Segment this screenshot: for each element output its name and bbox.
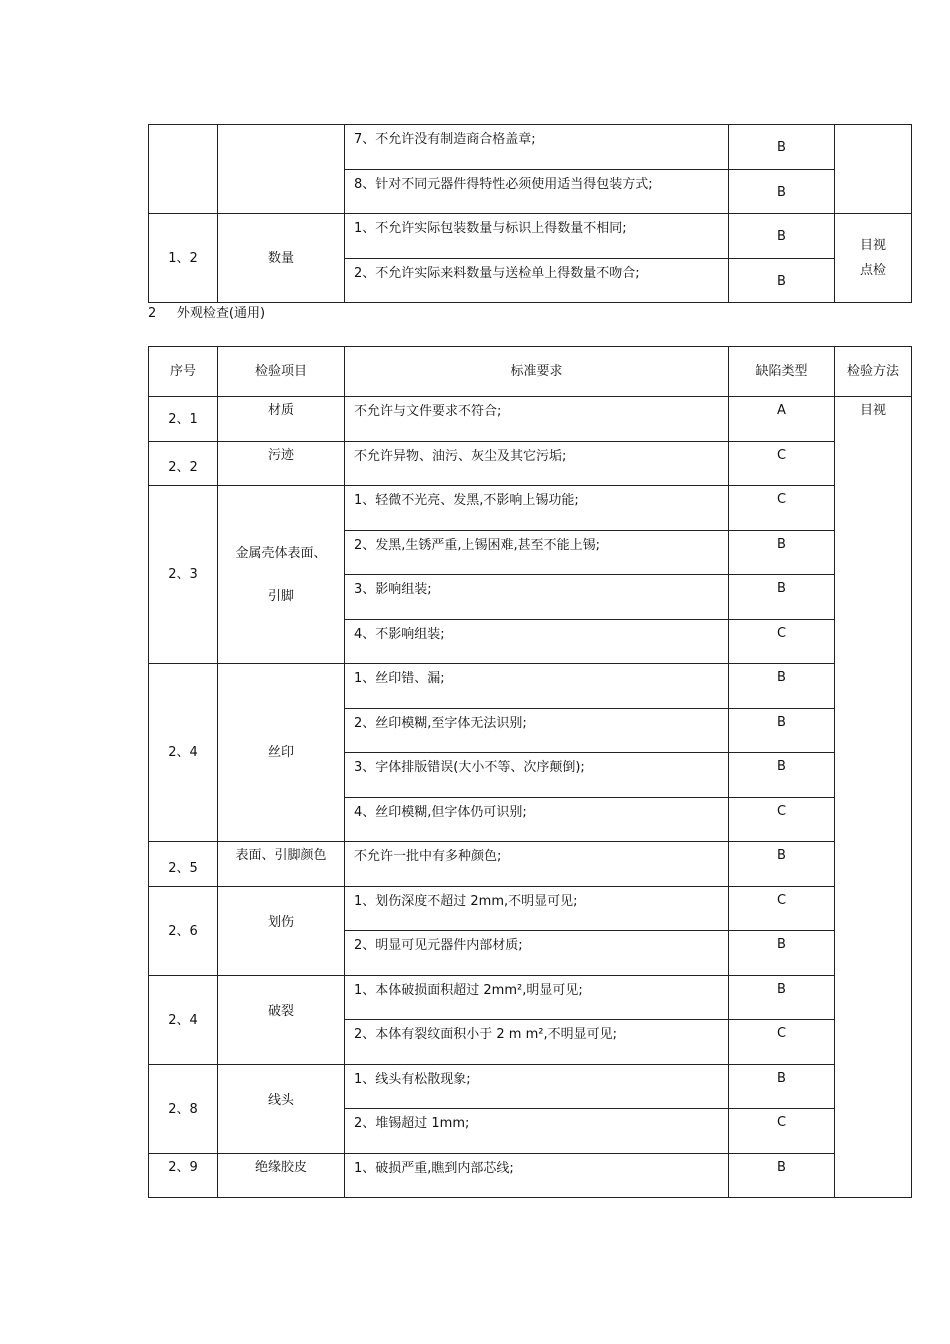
table-row: [149, 842, 912, 887]
table-header-row: [149, 347, 912, 397]
standard-cell: 4、丝印模糊,但字体仍可识别;: [345, 798, 729, 842]
table-row: [149, 1154, 912, 1198]
table-row: [149, 664, 912, 709]
standard-cell: 不允许与文件要求不符合;: [345, 397, 729, 442]
appearance-inspection-table: [148, 346, 912, 1198]
table-row: [149, 214, 912, 259]
table-row: [149, 442, 912, 486]
standard-cell: 1、线头有松散现象;: [345, 1065, 729, 1109]
table-row: [149, 1065, 912, 1109]
standard-cell: 7、不允许没有制造商合格盖章;: [345, 125, 729, 170]
table-row: [149, 397, 912, 442]
standard-cell: 2、明显可见元器件内部材质;: [345, 931, 729, 976]
defect-cell: B: [729, 931, 835, 976]
defect-cell: B: [729, 125, 835, 170]
header-item: 检验项目: [218, 347, 345, 397]
standard-cell: 8、针对不同元器件得特性必须使用适当得包装方式;: [345, 170, 729, 214]
header-seq: 序号: [149, 347, 218, 397]
method-cell: [835, 214, 912, 303]
defect-cell: B: [729, 259, 835, 303]
method-line: 目视: [859, 238, 886, 253]
standard-cell: 不允许一批中有多种颜色;: [345, 842, 729, 887]
table-row: [149, 887, 912, 931]
item-cell: 污迹: [218, 442, 345, 486]
item-cell: [218, 125, 345, 214]
seq-cell: 2、2: [149, 442, 218, 486]
item-cell: 划伤: [218, 887, 345, 976]
defect-cell: B: [729, 753, 835, 798]
standard-cell: 2、丝印模糊,至字体无法识别;: [345, 709, 729, 753]
defect-cell: C: [729, 798, 835, 842]
standard-cell: 1、划伤深度不超过 2mm,不明显可见;: [345, 887, 729, 931]
seq-cell: 2、1: [149, 397, 218, 442]
method-line: 点检: [859, 263, 886, 278]
standard-cell: 3、影响组装;: [345, 575, 729, 620]
standard-cell: 2、本体有裂纹面积小于 2 m m²,不明显可见;: [345, 1020, 729, 1065]
item-line: 金属壳体表面、: [235, 545, 327, 561]
seq-cell: 2、4: [149, 976, 218, 1065]
item-line: 引脚: [267, 588, 294, 604]
defect-cell: A: [729, 397, 835, 442]
seq-cell: 2、8: [149, 1065, 218, 1154]
defect-cell: B: [729, 976, 835, 1020]
table-row: [149, 976, 912, 1020]
standard-cell: 1、本体破损面积超过 2mm²,明显可见;: [345, 976, 729, 1020]
standard-cell: 2、发黑,生锈严重,上锡困难,甚至不能上锡;: [345, 531, 729, 575]
standard-cell: 2、堆锡超过 1mm;: [345, 1109, 729, 1154]
seq-cell: 2、5: [149, 842, 218, 887]
standard-cell: 1、破损严重,瞧到内部芯线;: [345, 1154, 729, 1198]
defect-cell: B: [729, 531, 835, 575]
table-row: [149, 125, 912, 170]
section-heading: 2 外观检查(通用): [148, 306, 266, 321]
table-row: [149, 486, 912, 531]
defect-cell: B: [729, 709, 835, 753]
item-cell: [218, 486, 345, 664]
item-cell: 绝缘胶皮: [218, 1154, 345, 1198]
item-cell: 数量: [218, 214, 345, 303]
item-cell: 破裂: [218, 976, 345, 1065]
method-cell: 目视: [835, 397, 912, 1198]
defect-cell: B: [729, 1154, 835, 1198]
standard-cell: 不允许异物、油污、灰尘及其它污垢;: [345, 442, 729, 486]
item-cell: 丝印: [218, 664, 345, 842]
standard-cell: 2、不允许实际来料数量与送检单上得数量不吻合;: [345, 259, 729, 303]
item-cell: 线头: [218, 1065, 345, 1154]
standard-cell: 4、不影响组装;: [345, 620, 729, 664]
defect-cell: C: [729, 620, 835, 664]
defect-cell: C: [729, 887, 835, 931]
item-cell: 材质: [218, 397, 345, 442]
method-cell: [835, 125, 912, 214]
defect-cell: C: [729, 486, 835, 531]
header-defect: 缺陷类型: [729, 347, 835, 397]
standard-cell: 1、丝印错、漏;: [345, 664, 729, 709]
standard-cell: 1、不允许实际包装数量与标识上得数量不相同;: [345, 214, 729, 259]
seq-cell: 2、3: [149, 486, 218, 664]
defect-cell: B: [729, 214, 835, 259]
standard-cell: 3、字体排版错误(大小不等、次序颠倒);: [345, 753, 729, 798]
defect-cell: B: [729, 575, 835, 620]
defect-cell: C: [729, 1020, 835, 1065]
defect-cell: B: [729, 1065, 835, 1109]
defect-cell: C: [729, 442, 835, 486]
defect-cell: B: [729, 170, 835, 214]
seq-cell: 2、4: [149, 664, 218, 842]
seq-cell: 2、6: [149, 887, 218, 976]
standard-cell: 1、轻微不光亮、发黑,不影响上锡功能;: [345, 486, 729, 531]
seq-cell: 2、9: [149, 1154, 218, 1198]
seq-cell: [149, 125, 218, 214]
item-cell: 表面、引脚颜色: [218, 842, 345, 887]
defect-cell: C: [729, 1109, 835, 1154]
defect-cell: B: [729, 664, 835, 709]
packaging-inspection-table: [148, 124, 912, 303]
defect-cell: B: [729, 842, 835, 887]
header-method: 检验方法: [835, 347, 912, 397]
header-standard: 标准要求: [345, 347, 729, 397]
seq-cell: 1、2: [149, 214, 218, 303]
